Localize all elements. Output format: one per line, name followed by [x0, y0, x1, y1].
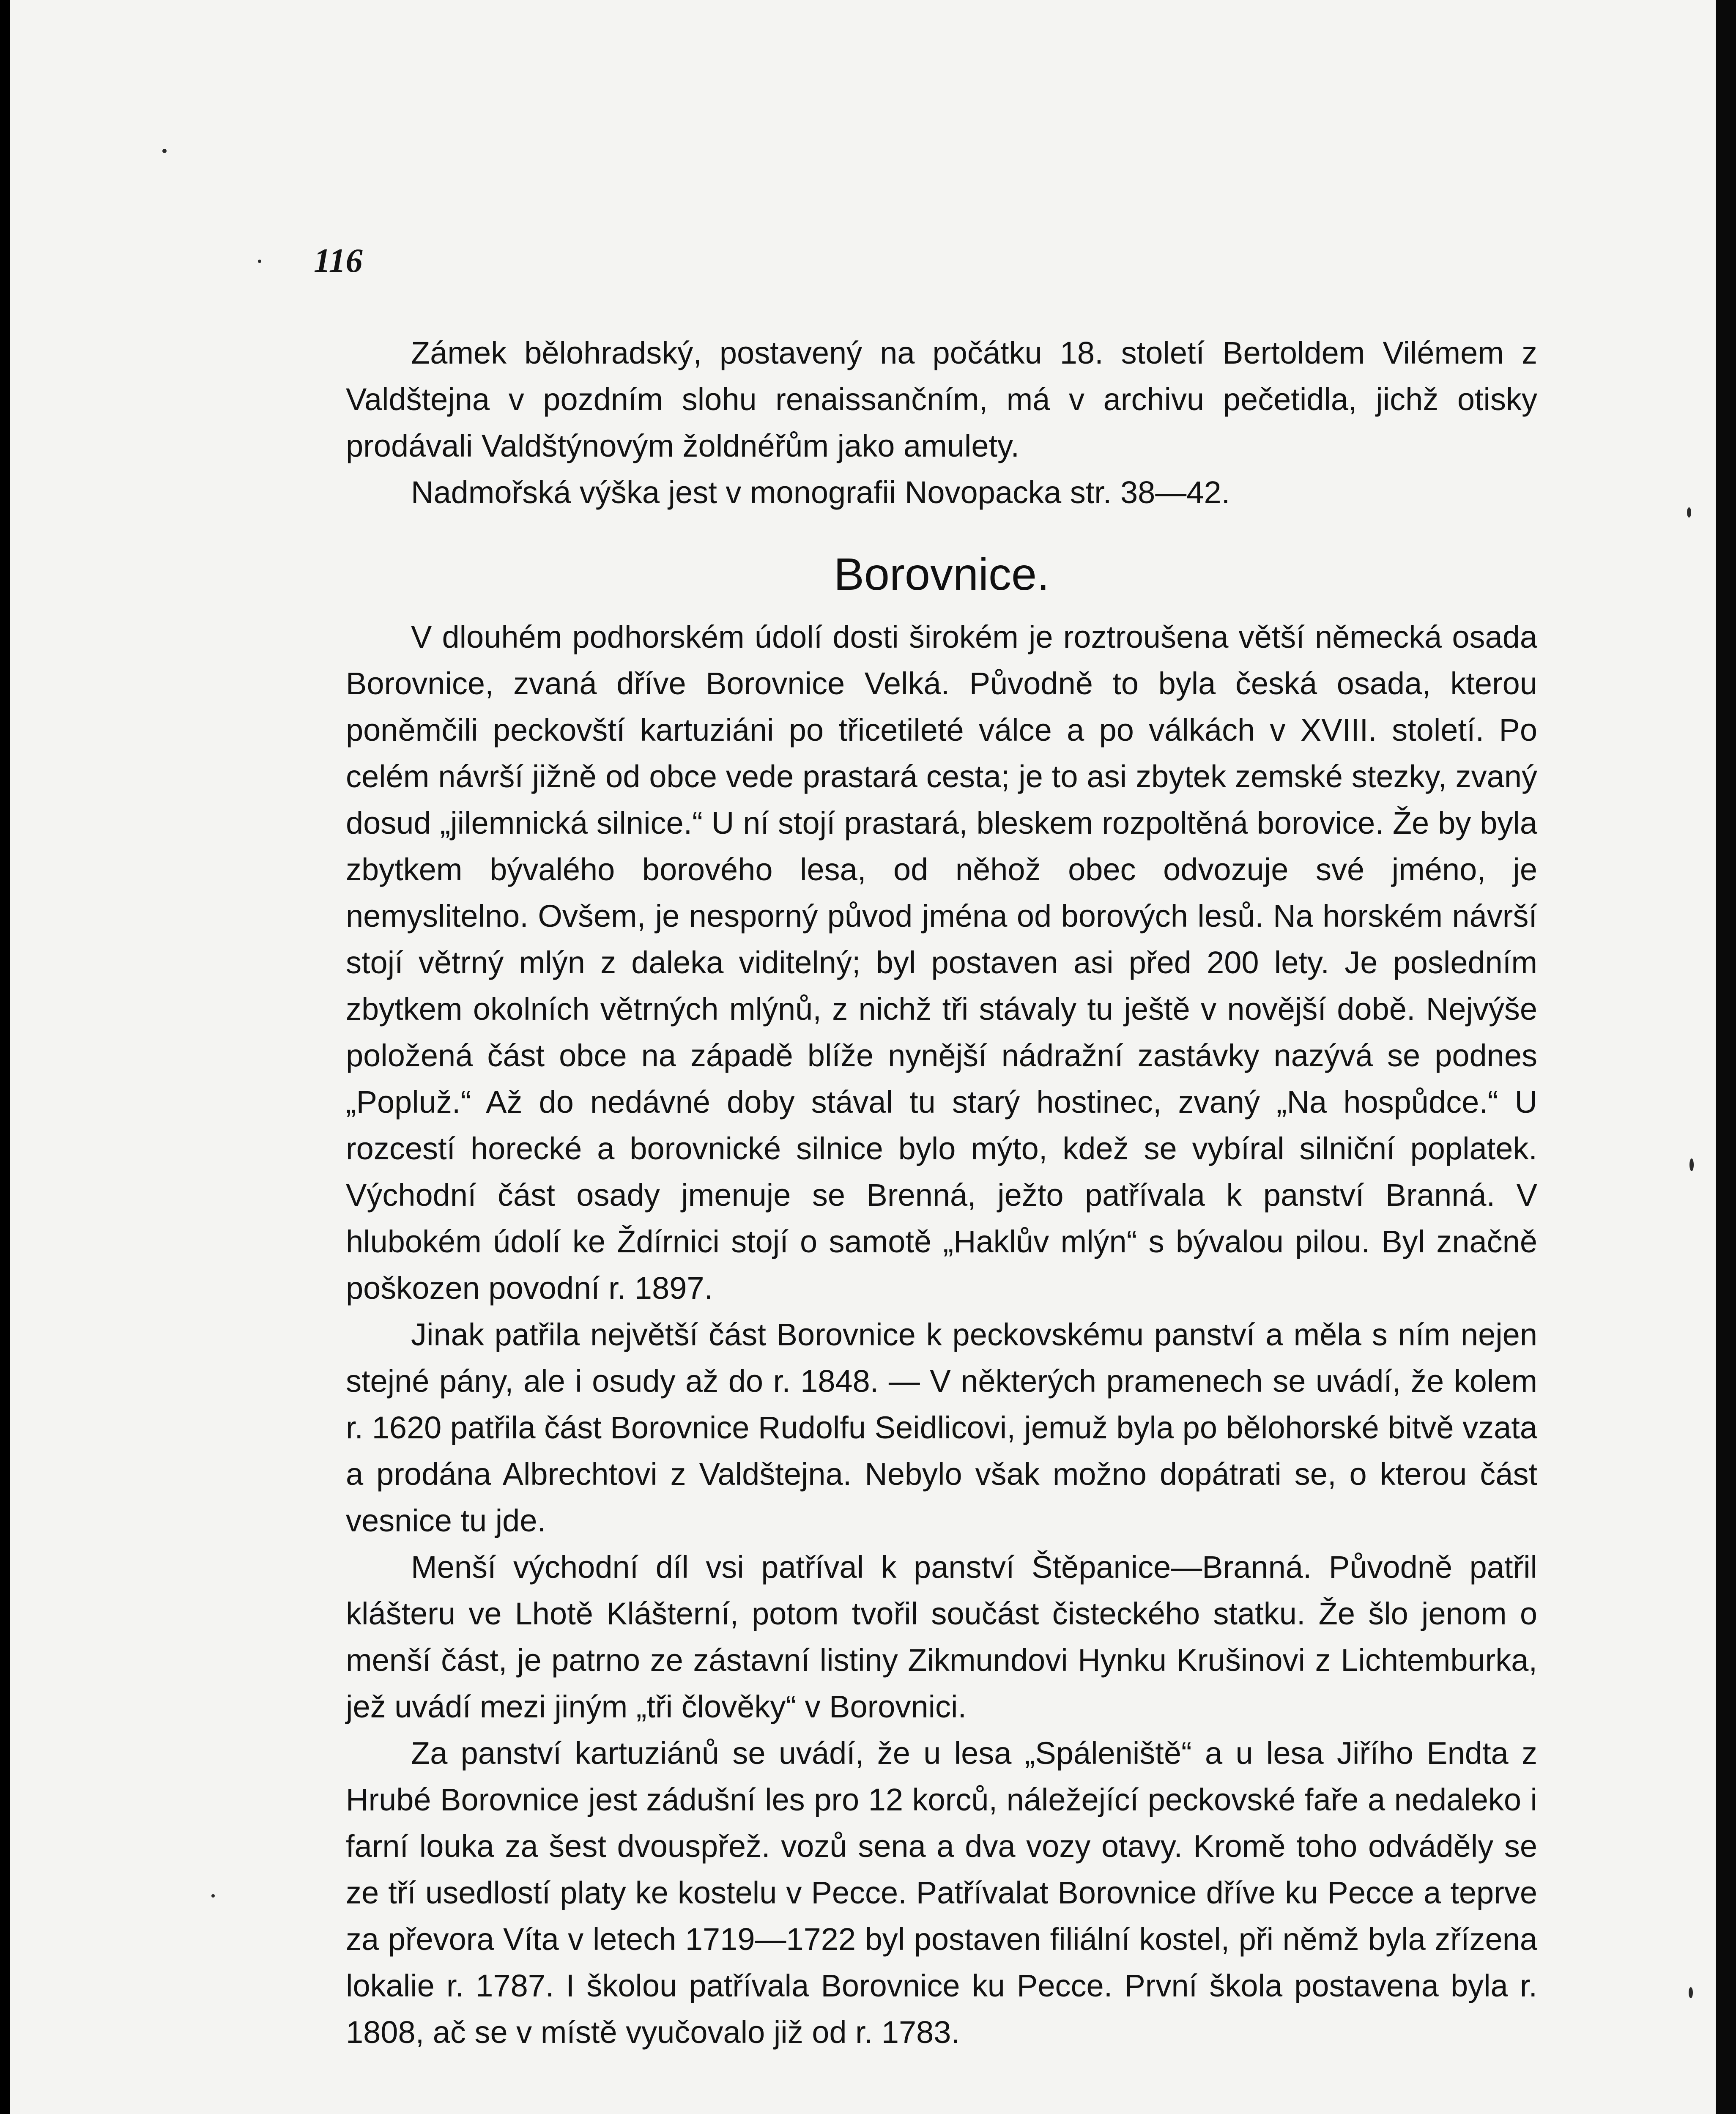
scan-speck — [1689, 1158, 1694, 1171]
section-paragraph-3: Menší východní díl vsi patříval k panství Štěpanice—Branná. Původně patřil klášteru ve Lhotě Klášterní, potom tvořil součást čisteckého statku. Že šlo jenom o menší část, je patrno ze zástavní listiny Zikmundovi Hynku Krušinovi z Lichtemburka, jež uvádí mezi jiným „tři člověky“ v Borovnici. — [346, 1550, 1537, 1724]
scan-speck — [211, 1894, 215, 1898]
scan-edge — [1716, 0, 1736, 2114]
section-paragraph-1: V dlouhém podhorském údolí dosti širokém je roztroušena větší německá osada Borovnice, zvaná dříve Borovnice Velká. Původně to byla česká osada, kterou poněmčili peckovští kartuziáni po třicetileté válce a po válkách v XVIII. století. Po celém návrší jižně od obce vede prastará cesta; je to asi zbytek zemské stezky, zvaný dosud „jilemnická silnice.“ U ní stojí prastará, bleskem rozpoltěná borovice. Že by byla zbytkem bývalého borového lesa, od něhož obec odvozuje své jméno, je nemyslitelno. Ovšem, je nesporný původ jména od borových lesů. Na horském návrší stojí větrný mlýn z daleka viditelný; byl postaven asi před 200 lety. Je posledním zbytkem okolních větrných mlýnů, z nichž tři stávaly tu ještě v novější době. Nejvýše položená část obce na západě blíže nynější nádražní zastávky nazývá se podnes „Popluž.“ Až do nedávné doby stával tu starý hostinec, zvaný „Na hospůdce.“ U rozcestí horecké a borovnické silnice bylo mýto, kdež se vybíral silniční poplatek. Východní část osady jmenuje se Brenná, ježto patřívala k panství Branná. V hlubokém údolí ke Ždírnici stojí o samotě „Haklův mlýn“ s bývalou pilou. Byl značně poškozen povodní r. 1897. — [346, 619, 1537, 1306]
intro-text — [346, 330, 1537, 516]
scan-speck — [258, 260, 261, 263]
section-heading: Borovnice. — [833, 548, 1050, 600]
page-number: 116 — [314, 242, 363, 279]
scan-speck — [162, 149, 167, 153]
scan-speck — [1687, 507, 1691, 518]
section-paragraph-2: Jinak patřila největší část Borovnice k peckovskému panství a měla s ním nejen stejné pány, ale i osudy až do r. 1848. — V některých pramenech se uvádí, že kolem r. 1620 patřila část Borovnice Rudolfu Seidlicovi, jemuž byla po bělohorské bitvě vzata a prodána Albrechtovi z Valdštejna. Nebylo však možno dopátrati se, o kterou část vesnice tu jde. — [346, 1317, 1537, 1538]
section-paragraph-4: Za panství kartuziánů se uvádí, že u lesa „Spáleniště“ a u lesa Jiřího Endta z Hrubé Borovnice jest zádušní les pro 12 korců, náležející peckovské faře a nedaleko i farní louka za šest dvouspřež. vozů sena a dva vozy otavy. Kromě toho odváděly se ze tří usedlostí platy ke kostelu v Pecce. Patřívalat Borovnice dříve ku Pecce a teprve za převora Víta v letech 1719—1722 byl postaven filiální kostel, při němž byla zřízena lokalie r. 1787. I školou patřívala Borovnice ku Pecce. První škola postavena byla r. 1808, ač se v místě vyučovalo již od r. 1783. — [346, 1736, 1537, 2050]
scan-speck — [1689, 1987, 1693, 1998]
section-body — [346, 614, 1537, 2056]
intro-paragraph-2: Nadmořská výška jest v monografii Novopacka str. 38—42. — [411, 475, 1230, 510]
intro-paragraph-1: Zámek bělohradský, postavený na počátku 18. století Bertoldem Vilémem z Valdštejna v pozdním slohu renaissančním, má v archivu pečetidla, jichž otisky prodávali Valdštýnovým žoldnéřům jako amulety. — [346, 335, 1537, 463]
